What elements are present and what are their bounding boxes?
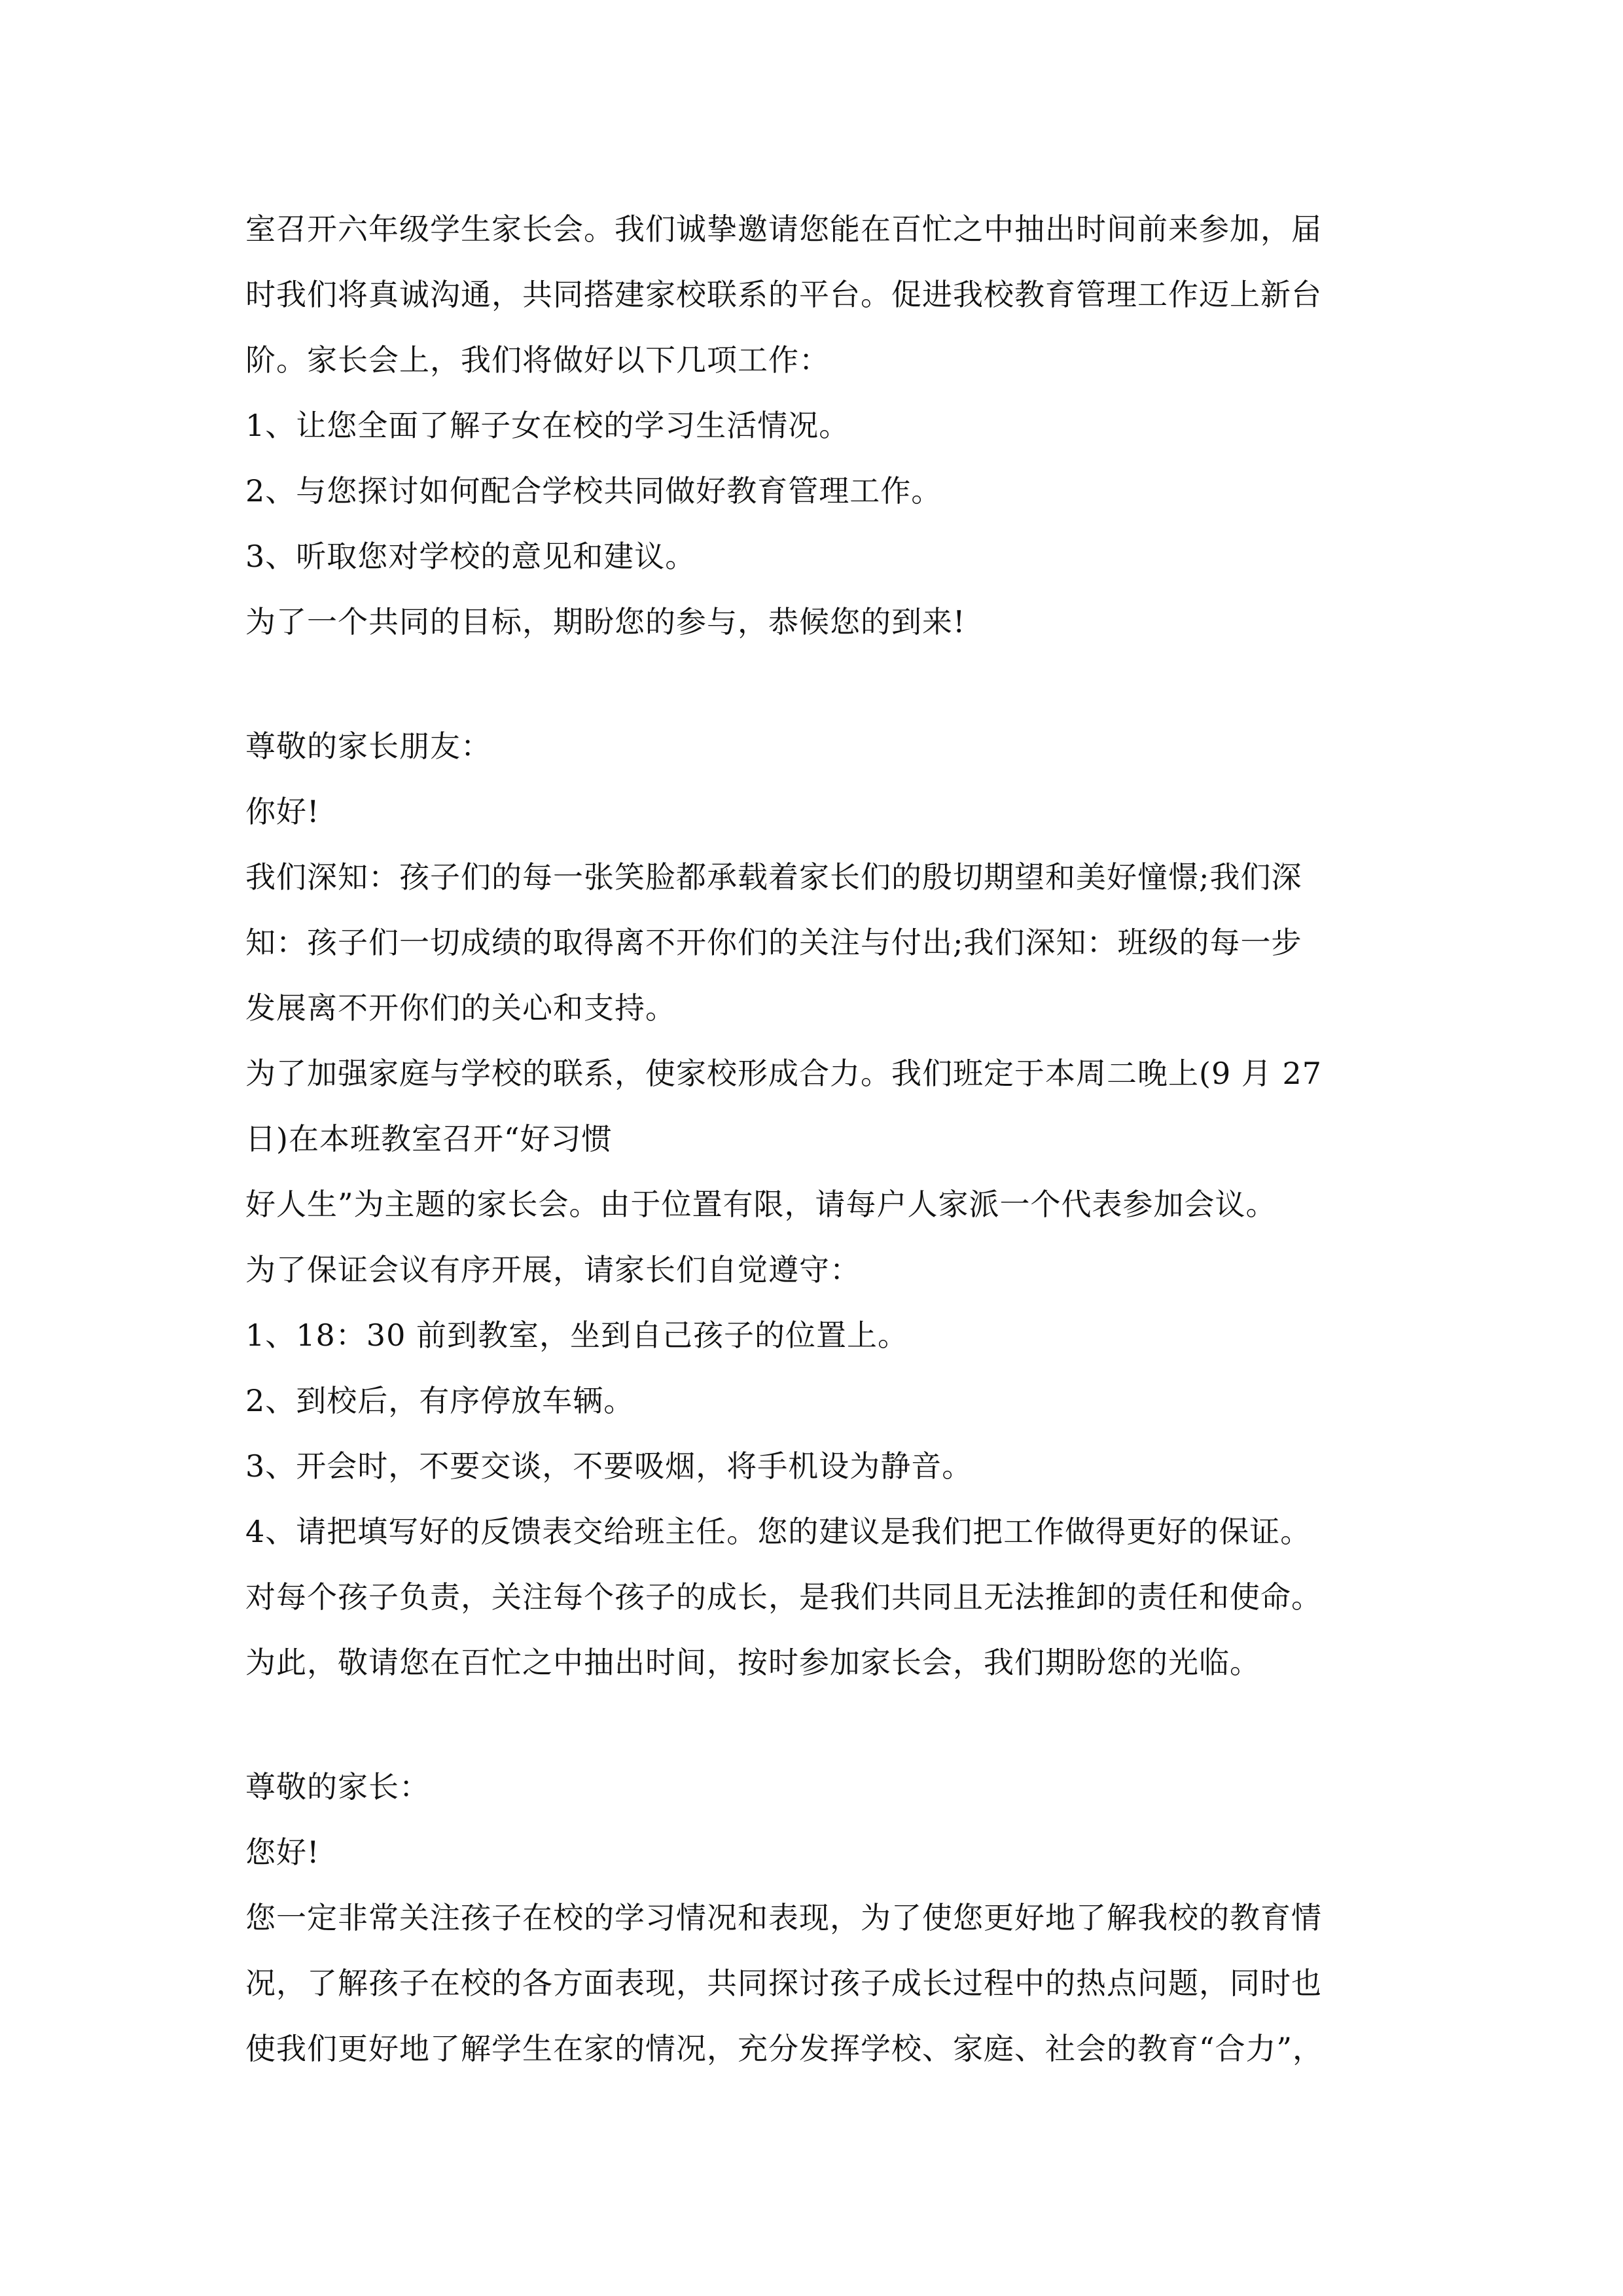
- text-line: 阶。家长会上，我们将做好以下几项工作：: [245, 342, 830, 378]
- text-line: 时我们将真诚沟通，共同搭建家校联系的平台。促进我校教育管理工作迈上新台: [245, 277, 1322, 312]
- text-line: 使我们更好地了解学生在家的情况，充分发挥学校、家庭、社会的教育“合力”，: [245, 2031, 1324, 2066]
- section-invitation-part: [245, 196, 1391, 655]
- text-line: 为此，敬请您在百忙之中抽出时间，按时参加家长会，我们期盼您的光临。: [245, 1645, 1260, 1680]
- list-item: 2、与您探讨如何配合学校共同做好教育管理工作。: [245, 473, 942, 509]
- text-line: 室召开六年级学生家长会。我们诚挚邀请您能在百忙之中抽出时间前来参加，届: [245, 211, 1322, 247]
- text-line: 为了一个共同的目标，期盼您的参与，恭候您的到来!: [245, 604, 966, 639]
- text-line: 况，了解孩子在校的各方面表现，共同探讨孩子成长过程中的热点问题，同时也: [245, 1965, 1322, 2001]
- section-gap: [245, 1695, 1391, 1754]
- text-line: 您一定非常关注孩子在校的学习情况和表现，为了使您更好地了解我校的教育情: [245, 1900, 1322, 1935]
- document-body: [245, 196, 1391, 2081]
- list-item: 3、开会时，不要交谈，不要吸烟，将手机设为静音。: [245, 1448, 973, 1484]
- text-line: 知：孩子们一切成绩的取得离不开你们的关注与付出;我们深知：班级的每一步: [245, 925, 1302, 960]
- text-line: 对每个孩子负责，关注每个孩子的成长，是我们共同且无法推卸的责任和使命。: [245, 1579, 1322, 1615]
- text-line: 为了加强家庭与学校的联系，使家校形成合力。我们班定于本周二晚上(9 月 27: [245, 1056, 1322, 1091]
- list-item: 1、18：30 前到教室，坐到自己孩子的位置上。: [245, 1318, 908, 1353]
- list-item: 4、请把填写好的反馈表交给班主任。您的建议是我们把工作做得更好的保证。: [245, 1514, 1311, 1549]
- section-letter-parent-friends: [245, 713, 1391, 1695]
- section-letter-parents: [245, 1754, 1391, 2081]
- section-gap: [245, 655, 1391, 713]
- salutation: 尊敬的家长朋友：: [245, 728, 491, 764]
- text-line: 为了保证会议有序开展，请家长们自觉遵守：: [245, 1252, 861, 1287]
- greeting: 你好!: [245, 794, 320, 829]
- greeting: 您好!: [245, 1835, 320, 1870]
- text-line: 发展离不开你们的关心和支持。: [245, 990, 676, 1026]
- list-item: 2、到校后，有序停放车辆。: [245, 1383, 635, 1418]
- text-line: 我们深知：孩子们的每一张笑脸都承载着家长们的殷切期望和美好憧憬;我们深: [245, 859, 1302, 895]
- text-line: 好人生”为主题的家长会。由于位置有限，请每户人家派一个代表参加会议。: [245, 1187, 1277, 1222]
- text-line: 日)在本班教室召开“好习惯: [245, 1121, 613, 1157]
- salutation: 尊敬的家长：: [245, 1769, 430, 1804]
- list-item: 3、听取您对学校的意见和建议。: [245, 539, 696, 574]
- list-item: 1、让您全面了解子女在校的学习生活情况。: [245, 408, 850, 443]
